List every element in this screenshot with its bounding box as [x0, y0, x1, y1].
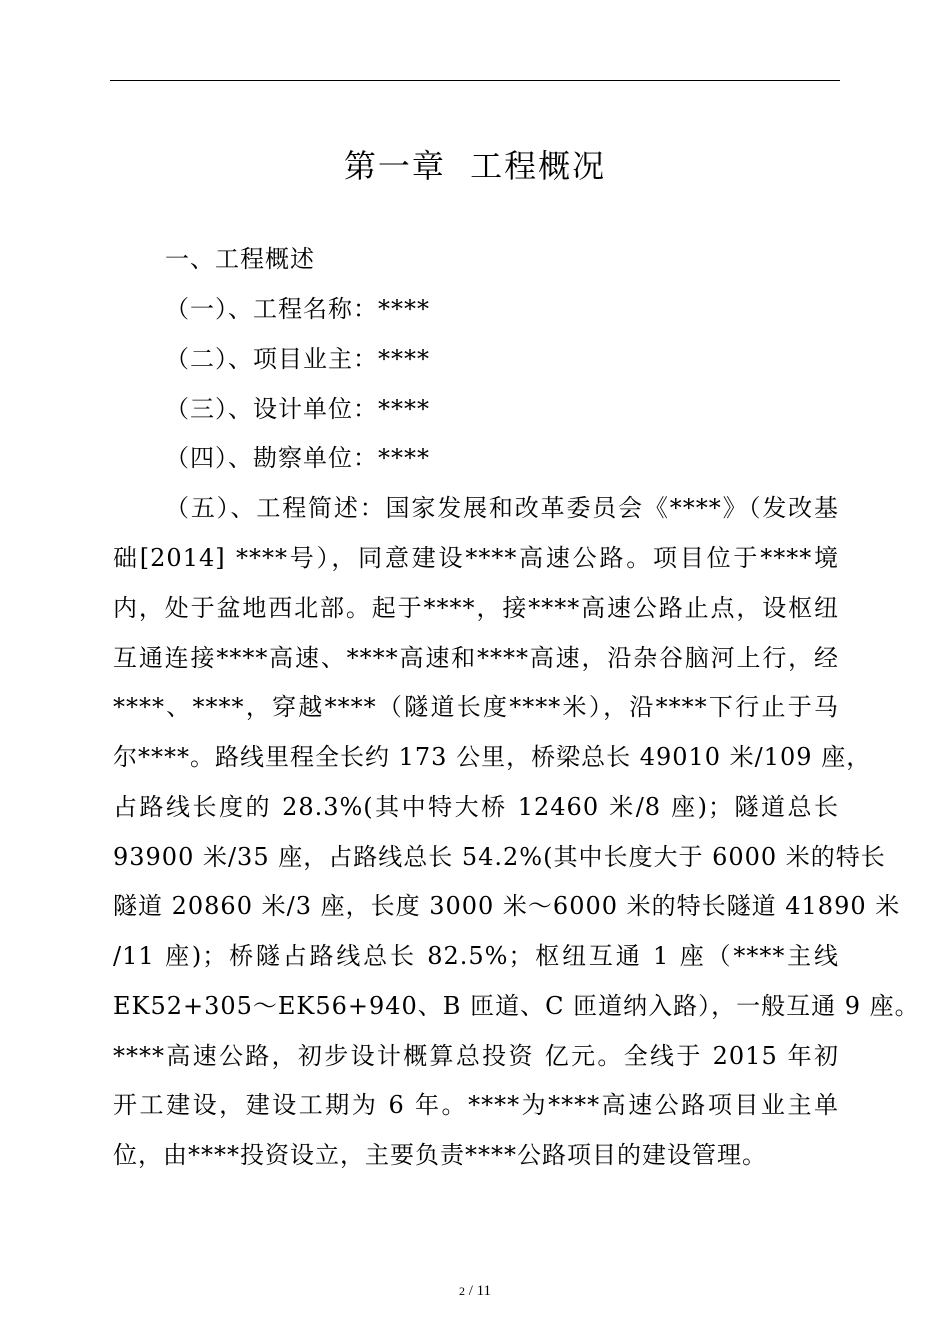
overview-line: EK52+305～EK56+940、B 匝道、C 匝道纳入路），一般互通 9 座。 [113, 992, 920, 1020]
item-project-owner: （二）、项目业主：**** [165, 345, 430, 373]
page-separator: / [468, 1283, 473, 1299]
page-current: 2 [458, 1284, 465, 1298]
overview-line: 开工建设，建设工期为 6 年。****为****高速公路项目业主单 [113, 1091, 839, 1119]
overview-line: 位，由****投资设立，主要负责****公路项目的建设管理。 [113, 1141, 767, 1169]
item-project-name: （一）、工程名称：**** [165, 295, 430, 323]
page-number [0, 1281, 950, 1301]
overview-line: /11 座)；桥隧占路线总长 82.5%；枢纽互通 1 座（****主线 [113, 942, 839, 970]
overview-line: ****高速公路，初步设计概算总投资 亿元。全线于 2015 年初 [113, 1042, 839, 1070]
overview-line: 础[2014] ****号），同意建设****高速公路。项目位于****境 [113, 544, 839, 572]
overview-line: 占路线长度的 28.3%(其中特大桥 12460 米/8 座)；隧道总长 [113, 793, 839, 821]
overview-line: 93900 米/35 座，占路线总长 54.2%(其中长度大于 6000 米的特长 [113, 843, 886, 871]
section-heading: 一、工程概述 [165, 245, 315, 273]
overview-line: ****、****，穿越****（隧道长度****米），沿****下行止于马 [113, 693, 839, 721]
chapter-title: 第一章 工程概况 [343, 147, 607, 185]
item-design-unit: （三）、设计单位：**** [165, 395, 430, 423]
item-survey-unit: （四）、勘察单位：**** [165, 444, 430, 472]
overview-line: 隧道 20860 米/3 座，长度 3000 米～6000 米的特长隧道 41890 米 [113, 892, 901, 920]
overview-line: 互通连接****高速、****高速和****高速，沿杂谷脑河上行，经 [113, 644, 839, 672]
page-total: 11 [476, 1283, 492, 1299]
header-rule [110, 80, 840, 81]
overview-line: 尔****。路线里程全长约 173 公里，桥梁总长 49010 米/109 座， [113, 743, 872, 771]
overview-line: （五）、工程简述：国家发展和改革委员会《****》（发改基 [165, 494, 839, 522]
overview-line: 内，处于盆地西北部。起于****，接****高速公路止点，设枢纽 [113, 594, 839, 622]
